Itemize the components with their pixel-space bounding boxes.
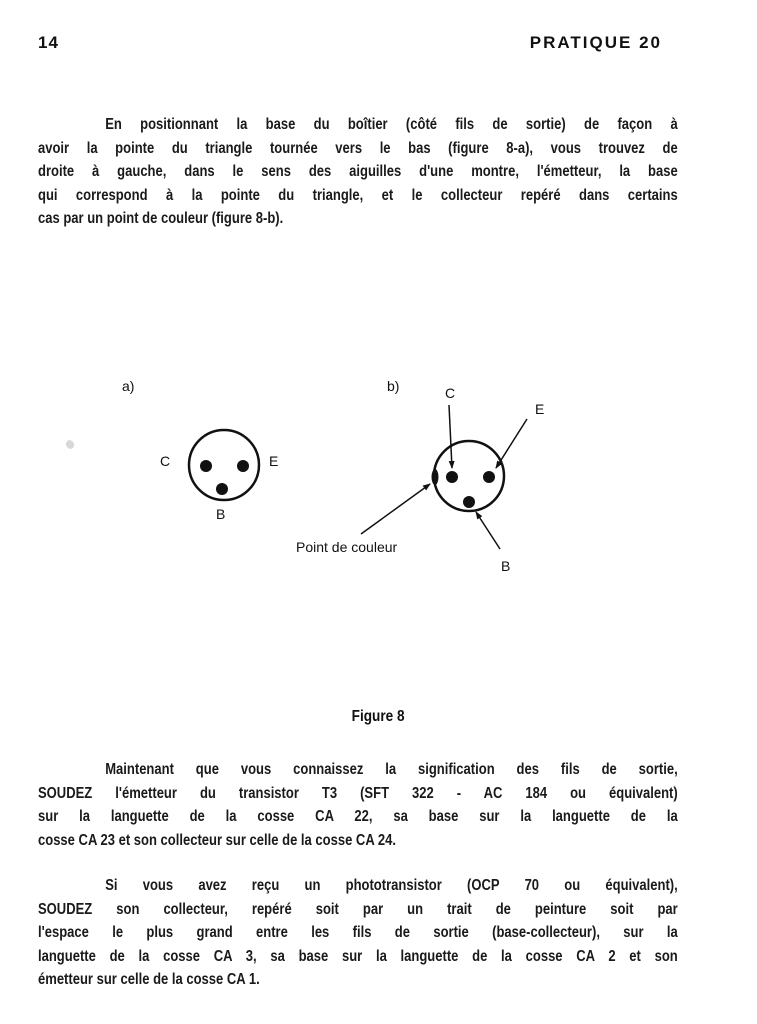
text-line: cas par un point de couleur (figure 8-b). bbox=[38, 210, 284, 227]
page-number: 14 bbox=[38, 33, 59, 52]
panel-b-label: b) bbox=[387, 378, 400, 394]
text-line: SOUDEZ l'émetteur du transistor T3 (SFT 322 - AC 184 ou équivalent) bbox=[38, 784, 678, 802]
base-arrow bbox=[476, 512, 500, 549]
running-title: PRATIQUE 20 bbox=[529, 33, 662, 52]
collector-pin bbox=[446, 471, 458, 483]
text-line: sur la languette de la cosse CA 22, sa base sur la languette de la bbox=[38, 808, 678, 825]
panel-b bbox=[296, 378, 544, 574]
emitter-pin bbox=[483, 471, 495, 483]
text-line: Maintenant que vous connaissez la signification des fils de sortie, bbox=[105, 761, 678, 778]
collector-arrow bbox=[449, 405, 452, 468]
color-dot-label: Point de couleur bbox=[296, 539, 398, 555]
text-line: Si vous avez reçu un phototransistor (OCP 70 ou équivalent), bbox=[105, 877, 678, 894]
base-pin bbox=[463, 496, 475, 508]
text-line: SOUDEZ son collecteur, repéré soit par un trait de peinture soit par bbox=[38, 900, 678, 918]
base-label: B bbox=[216, 506, 226, 522]
text-line: avoir la pointe du triangle tournée vers le bas (figure 8-a), vous trouvez de bbox=[38, 139, 678, 157]
text-line: l'espace le plus grand entre les fils de sortie (base-collecteur), sur la bbox=[38, 924, 678, 941]
collector-label: C bbox=[160, 453, 171, 469]
base-pin bbox=[216, 483, 228, 495]
emitter-arrow bbox=[496, 419, 527, 468]
text-line: En positionnant la base du boîtier (côté fils de sortie) de façon à bbox=[105, 116, 678, 133]
paragraph-transistor-soldering bbox=[38, 758, 678, 852]
text-line: qui correspond à la pointe du triangle, et le collecteur repéré dans certains bbox=[38, 186, 678, 204]
emitter-label: E bbox=[535, 401, 545, 417]
collector-label: C bbox=[445, 385, 456, 401]
emitter-label: E bbox=[269, 453, 279, 469]
text-line: cosse CA 23 et son collecteur sur celle de la cosse CA 24. bbox=[38, 831, 396, 849]
color-dot-arrow bbox=[361, 484, 430, 534]
collector-pin bbox=[200, 460, 212, 472]
emitter-pin bbox=[237, 460, 249, 472]
figure-caption bbox=[0, 708, 757, 726]
base-label: B bbox=[501, 558, 511, 574]
text-line: émetteur sur celle de la cosse CA 1. bbox=[38, 971, 260, 988]
paragraph-phototransistor-soldering bbox=[38, 874, 678, 992]
figure-caption-text: Figure 8 bbox=[352, 708, 405, 725]
text-line: droite à gauche, dans le sens des aiguilles d'une montre, l'émetteur, la base bbox=[38, 163, 678, 180]
panel-a bbox=[122, 378, 278, 522]
text-line: languette de la cosse CA 3, sa base sur la languette de la cosse CA 2 et son bbox=[38, 947, 678, 965]
panel-a-label: a) bbox=[122, 378, 135, 394]
color-dot-marker bbox=[432, 469, 439, 485]
